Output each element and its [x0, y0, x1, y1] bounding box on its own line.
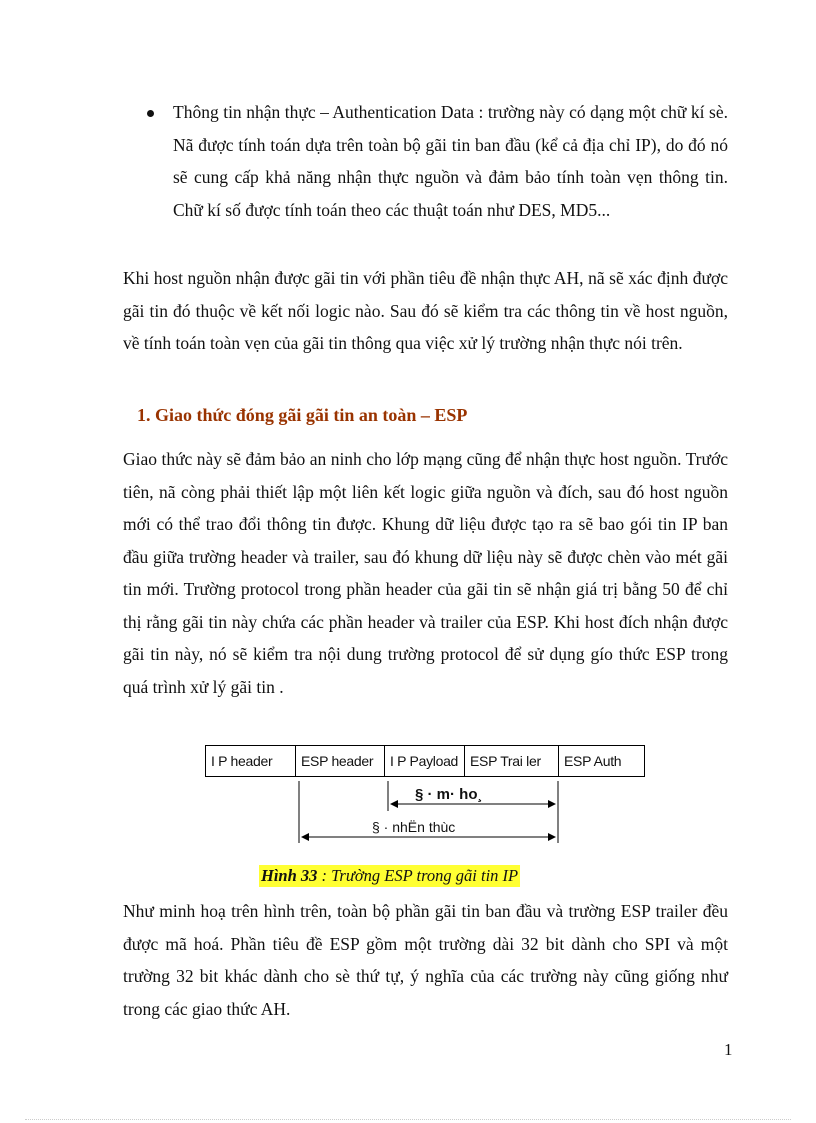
- field-ip-header: I P header: [206, 746, 296, 776]
- section-heading-esp: 1. Giao thức đóng gãi gãi tin an toàn – ESP: [137, 405, 468, 425]
- figure-caption-text: : Trường ESP trong gãi tin IP: [317, 866, 519, 885]
- field-esp-auth: ESP Auth: [564, 753, 622, 769]
- esp-packet-diagram: [205, 745, 645, 845]
- field-esp-header: ESP header: [296, 746, 385, 776]
- bullet-point: [147, 110, 154, 117]
- bullet-item-authentication-data: Thông tin nhận thực – Authentication Data : trường này có dạng một chữ kí sè. Nã được tính toán dựa trên toàn bộ gãi tin ban đầu (kể cả địa chỉ IP), do đó nó sẽ cung cấp khả năng nhận thực nguồn và đảm bảo tính toàn vẹn thông tin. Chữ kí số được tính toán theo các thuật toán như DES, MD5...: [173, 102, 728, 220]
- field-esp-trailer: ESP Trai ler: [465, 746, 559, 776]
- page-bottom-divider: [25, 1119, 791, 1120]
- figure-caption: [259, 865, 520, 887]
- encrypted-label: § · m· ho¸: [415, 786, 483, 803]
- figure-number: Hình 33: [261, 866, 318, 885]
- field-ip-payload: I P Payload: [385, 746, 465, 776]
- paragraph-ah-processing: Khi host nguồn nhận được gãi tin với phần tiêu đề nhận thực AH, nã sẽ xác định được gãi tin đó thuộc về kết nối logic nào. Sau đó sẽ kiểm tra các thông tin về host nguồn, về tính toán toàn vẹn của gãi tin thông qua việc xử lý trường nhận thực nói trên.: [123, 268, 728, 353]
- authenticated-label: § · nhËn thùc: [372, 819, 456, 835]
- paragraph-esp-description: Giao thức này sẽ đảm bảo an ninh cho lớp mạng cũng để nhận thực host nguồn. Trước tiên, nã còng phải thiết lập một liên kết logic giữa nguồn và đích, sau đó host nguồn mới có thể trao đổi thông tin được. Khung dữ liệu được tạo ra sẽ bao gói tin IP ban đầu giữa trường header và trailer, sau đó khung dữ liệu này sẽ được chèn vào mét gãi tin mới. Trường protocol trong phần header của gãi tin sẽ nhận giá trị bằng 50 để chỉ thị rằng gãi tin này chứa các phần header và trailer của ESP. Khi host đích nhận được gãi tin này, nó sẽ kiểm tra nội dung trường protocol để sử dụng gío thức ESP trong quá trình xử lý gãi tin .: [123, 449, 728, 697]
- page-number: 1: [724, 1040, 733, 1059]
- paragraph-esp-encryption: Như minh hoạ trên hình trên, toàn bộ phần gãi tin ban đầu và trường ESP trailer đều được mã hoá. Phần tiêu đề ESP gồm một trường dài 32 bit dành cho SPI và một trường 32 bit khác dành cho sè thứ tự, ý nghĩa của các trường này cũng giống như trong các giao thức AH.: [123, 901, 728, 1019]
